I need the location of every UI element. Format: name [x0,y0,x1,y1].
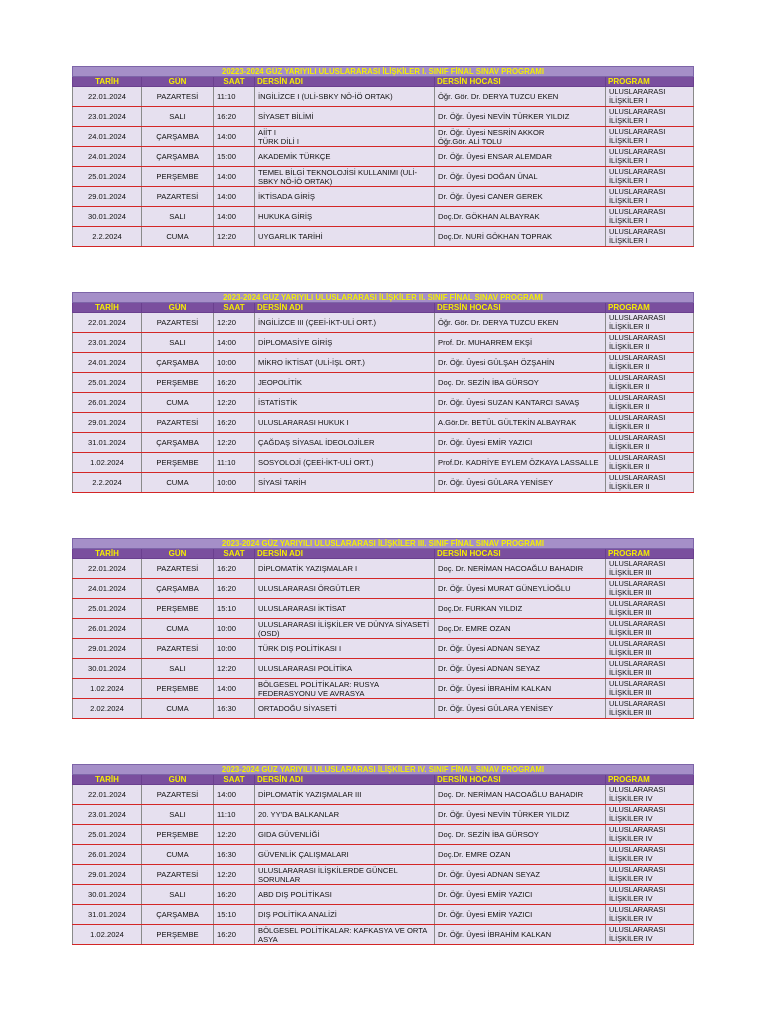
cell-instructor: Dr. Öğr. Üyesi İBRAHİM KALKAN [435,925,606,945]
cell-instructor: Doç. Dr. NERİMAN HACOAĞLU BAHADIR [435,559,606,579]
cell-course: BÖLGESEL POLİTİKALAR: KAFKASYA VE ORTA ASYA [255,925,435,945]
table-row [73,845,694,865]
cell-program: ULUSLARARASI İLİŞKİLER IV [606,925,694,945]
cell-time: 14:00 [214,127,255,147]
cell-day: PERŞEMBE [142,925,214,945]
cell-date: 2.2.2024 [73,227,142,247]
table-row [73,433,694,453]
table-row [73,639,694,659]
cell-course: GÜVENLİK ÇALIŞMALARI [255,845,435,865]
cell-day: SALI [142,333,214,353]
cell-course: BÖLGESEL POLİTİKALAR: RUSYA FEDERASYONU VE AVRASYA [255,679,435,699]
header-tarih: TARİH [73,77,142,87]
cell-program: ULUSLARARASI İLİŞKİLER IV [606,845,694,865]
cell-instructor: Dr. Öğr. Üyesi NEVİN TÜRKER YILDIZ [435,107,606,127]
cell-instructor: Doç. Dr. SEZİN İBA GÜRSOY [435,825,606,845]
cell-date: 2.02.2024 [73,699,142,719]
cell-date: 1.02.2024 [73,925,142,945]
cell-date: 22.01.2024 [73,785,142,805]
cell-time: 16:30 [214,699,255,719]
cell-program: ULUSLARARASI İLİŞKİLER III [606,559,694,579]
cell-day: PAZARTESİ [142,413,214,433]
cell-time: 14:00 [214,187,255,207]
cell-date: 23.01.2024 [73,333,142,353]
cell-date: 25.01.2024 [73,167,142,187]
cell-instructor: Dr. Öğr. Üyesi ENSAR ALEMDAR [435,147,606,167]
header-hoca: DERSİN HOCASI [435,549,606,559]
cell-course: DİPLOMATİK YAZIŞMALAR I [255,559,435,579]
cell-instructor: Dr. Öğr. Üyesi MURAT GÜNEYLİOĞLU [435,579,606,599]
table-row [73,659,694,679]
table-row [73,127,694,147]
cell-date: 30.01.2024 [73,207,142,227]
cell-day: CUMA [142,473,214,493]
table-row [73,785,694,805]
table-title: 20223-2024 GÜZ YARIYILI ULUSLARARASI İLİŞKİLER I. SINIF FİNAL SINAV PROGRAMI [73,67,694,77]
cell-day: ÇARŞAMBA [142,905,214,925]
cell-day: SALI [142,659,214,679]
cell-date: 31.01.2024 [73,433,142,453]
cell-instructor: Dr. Öğr. Üyesi GÜLARA YENİSEY [435,473,606,493]
cell-day: PAZARTESİ [142,187,214,207]
table-row [73,333,694,353]
header-saat: SAAT [214,775,255,785]
table-row [73,885,694,905]
cell-time: 12:20 [214,313,255,333]
table-row [73,393,694,413]
cell-instructor: Dr. Öğr. Üyesi ADNAN SEYAZ [435,639,606,659]
cell-program: ULUSLARARASI İLİŞKİLER I [606,107,694,127]
header-hoca: DERSİN HOCASI [435,77,606,87]
cell-instructor: Doç.Dr. GÖKHAN ALBAYRAK [435,207,606,227]
table-row [73,925,694,945]
cell-instructor: Dr. Öğr. Üyesi EMİR YAZICI [435,885,606,905]
cell-time: 10:00 [214,639,255,659]
cell-course: ULUSLARARASI İLİŞKİLER VE DÜNYA SİYASETİ (OSD) [255,619,435,639]
table-title: 2023-2024 GÜZ YARIYILI ULUSLARARASI İLİŞKİLER III. SINIF FİNAL SINAV PROGRAMI [73,539,694,549]
cell-time: 16:20 [214,559,255,579]
cell-day: ÇARŞAMBA [142,579,214,599]
cell-course: ULUSLARARASI İKTİSAT [255,599,435,619]
cell-day: PAZARTESİ [142,785,214,805]
cell-program: ULUSLARARASI İLİŞKİLER III [606,599,694,619]
cell-date: 24.01.2024 [73,127,142,147]
cell-date: 26.01.2024 [73,393,142,413]
cell-date: 29.01.2024 [73,639,142,659]
cell-time: 16:20 [214,579,255,599]
cell-time: 16:20 [214,107,255,127]
cell-time: 16:20 [214,925,255,945]
cell-course: İSTATİSTİK [255,393,435,413]
cell-day: CUMA [142,393,214,413]
cell-date: 25.01.2024 [73,825,142,845]
cell-date: 24.01.2024 [73,353,142,373]
table-row [73,473,694,493]
cell-date: 1.02.2024 [73,679,142,699]
cell-date: 1.02.2024 [73,453,142,473]
cell-instructor: Prof. Dr. MUHARREM EKŞİ [435,333,606,353]
cell-program: ULUSLARARASI İLİŞKİLER II [606,413,694,433]
cell-instructor: Öğr. Gör. Dr. DERYA TUZCU EKEN [435,313,606,333]
header-program: PROGRAM [606,303,694,313]
cell-date: 23.01.2024 [73,805,142,825]
cell-day: SALI [142,885,214,905]
cell-course: İNGİLİZCE I (ULİ-SBKY NÖ-İÖ ORTAK) [255,87,435,107]
header-tarih: TARİH [73,775,142,785]
cell-time: 14:00 [214,333,255,353]
header-hoca: DERSİN HOCASI [435,775,606,785]
cell-program: ULUSLARARASI İLİŞKİLER I [606,147,694,167]
cell-instructor: Doç. Dr. SEZİN İBA GÜRSOY [435,373,606,393]
cell-instructor: Doç.Dr. NURİ GÖKHAN TOPRAK [435,227,606,247]
cell-date: 25.01.2024 [73,373,142,393]
table-row [73,313,694,333]
cell-program: ULUSLARARASI İLİŞKİLER IV [606,785,694,805]
table-row [73,905,694,925]
cell-course: UYGARLIK TARİHİ [255,227,435,247]
cell-instructor: Doç.Dr. EMRE OZAN [435,845,606,865]
cell-instructor: Dr. Öğr. Üyesi ADNAN SEYAZ [435,865,606,885]
table-row [73,413,694,433]
table-row [73,187,694,207]
cell-day: CUMA [142,845,214,865]
cell-program: ULUSLARARASI İLİŞKİLER II [606,353,694,373]
cell-program: ULUSLARARASI İLİŞKİLER III [606,679,694,699]
table-row [73,679,694,699]
cell-time: 15:00 [214,147,255,167]
cell-date: 22.01.2024 [73,313,142,333]
cell-time: 12:20 [214,433,255,453]
cell-time: 10:00 [214,473,255,493]
cell-course: İKTİSADA GİRİŞ [255,187,435,207]
cell-date: 29.01.2024 [73,413,142,433]
cell-program: ULUSLARARASI İLİŞKİLER III [606,699,694,719]
cell-instructor: Dr. Öğr. Üyesi CANER GEREK [435,187,606,207]
cell-program: ULUSLARARASI İLİŞKİLER II [606,393,694,413]
cell-instructor: Dr. Öğr. Üyesi EMİR YAZICI [435,433,606,453]
cell-instructor: Dr. Öğr. Üyesi GÜLARA YENİSEY [435,699,606,719]
cell-time: 16:30 [214,845,255,865]
header-ders: DERSİN ADI [255,303,435,313]
cell-date: 22.01.2024 [73,87,142,107]
cell-date: 31.01.2024 [73,905,142,925]
cell-instructor: Doç.Dr. FURKAN YILDIZ [435,599,606,619]
table-row [73,825,694,845]
cell-program: ULUSLARARASI İLİŞKİLER IV [606,905,694,925]
exam-table-1 [72,66,694,247]
cell-program: ULUSLARARASI İLİŞKİLER IV [606,885,694,905]
table-row [73,619,694,639]
cell-time: 12:20 [214,659,255,679]
cell-program: ULUSLARARASI İLİŞKİLER I [606,207,694,227]
header-hoca: DERSİN HOCASI [435,303,606,313]
cell-date: 24.01.2024 [73,579,142,599]
cell-instructor: Dr. Öğr. Üyesi ADNAN SEYAZ [435,659,606,679]
cell-day: SALI [142,207,214,227]
cell-time: 16:20 [214,885,255,905]
cell-time: 11:10 [214,805,255,825]
cell-date: 23.01.2024 [73,107,142,127]
cell-program: ULUSLARARASI İLİŞKİLER IV [606,865,694,885]
cell-date: 2.2.2024 [73,473,142,493]
cell-program: ULUSLARARASI İLİŞKİLER I [606,187,694,207]
header-tarih: TARİH [73,303,142,313]
cell-instructor: Doç. Dr. NERİMAN HACOAĞLU BAHADIR [435,785,606,805]
cell-course: ÇAĞDAŞ SİYASAL İDEOLOJİLER [255,433,435,453]
cell-course: JEOPOLİTİK [255,373,435,393]
cell-course: SİYASİ TARİH [255,473,435,493]
cell-day: PAZARTESİ [142,87,214,107]
cell-time: 12:20 [214,227,255,247]
cell-date: 30.01.2024 [73,659,142,679]
cell-course: ORTADOĞU SİYASETİ [255,699,435,719]
header-ders: DERSİN ADI [255,775,435,785]
table-row [73,865,694,885]
cell-instructor: Prof.Dr. KADRİYE EYLEM ÖZKAYA LASSALLE [435,453,606,473]
cell-time: 15:10 [214,599,255,619]
cell-program: ULUSLARARASI İLİŞKİLER IV [606,825,694,845]
cell-date: 30.01.2024 [73,885,142,905]
exam-table-4 [72,764,694,945]
cell-course: TEMEL BİLGİ TEKNOLOJİSİ KULLANIMI (ULİ-SBKY NÖ-İÖ ORTAK) [255,167,435,187]
cell-day: CUMA [142,619,214,639]
cell-day: PAZARTESİ [142,639,214,659]
cell-date: 26.01.2024 [73,845,142,865]
table-title: 2023-2024 GÜZ YARIYILI ULUSLARARASI İLİŞKİLER II. SINIF FİNAL SINAV PROGRAMI [73,293,694,303]
cell-day: CUMA [142,699,214,719]
cell-time: 14:00 [214,207,255,227]
table-row [73,167,694,187]
cell-program: ULUSLARARASI İLİŞKİLER I [606,87,694,107]
cell-date: 22.01.2024 [73,559,142,579]
table-row [73,107,694,127]
cell-course: HUKUKA GİRİŞ [255,207,435,227]
cell-day: SALI [142,107,214,127]
exam-table-2 [72,292,694,493]
cell-day: PERŞEMBE [142,599,214,619]
cell-day: ÇARŞAMBA [142,353,214,373]
cell-program: ULUSLARARASI İLİŞKİLER II [606,433,694,453]
header-saat: SAAT [214,549,255,559]
table-row [73,87,694,107]
cell-instructor: Öğr. Gör. Dr. DERYA TUZCU EKEN [435,87,606,107]
cell-program: ULUSLARARASI İLİŞKİLER III [606,659,694,679]
cell-course: ULUSLARARASI ÖRGÜTLER [255,579,435,599]
cell-day: PERŞEMBE [142,679,214,699]
cell-time: 14:00 [214,785,255,805]
cell-course: GIDA GÜVENLİĞİ [255,825,435,845]
cell-instructor: Dr. Öğr. Üyesi İBRAHİM KALKAN [435,679,606,699]
cell-program: ULUSLARARASI İLİŞKİLER II [606,453,694,473]
cell-instructor: Dr. Öğr. Üyesi SUZAN KANTARCI SAVAŞ [435,393,606,413]
cell-day: PAZARTESİ [142,559,214,579]
table-title: 2023-2024 GÜZ YARIYILI ULUSLARARASI İLİŞKİLER IV. SINIF FİNAL SINAV PROGRAMI [73,765,694,775]
cell-day: PERŞEMBE [142,167,214,187]
cell-time: 15:10 [214,905,255,925]
cell-program: ULUSLARARASI İLİŞKİLER I [606,227,694,247]
cell-day: PAZARTESİ [142,865,214,885]
cell-program: ULUSLARARASI İLİŞKİLER II [606,473,694,493]
cell-instructor: Dr. Öğr. Üyesi GÜLŞAH ÖZŞAHİN [435,353,606,373]
header-saat: SAAT [214,303,255,313]
cell-course: TÜRK DIŞ POLİTİKASI I [255,639,435,659]
table-row [73,353,694,373]
cell-time: 10:00 [214,619,255,639]
cell-course: ULUSLARARASI POLİTİKA [255,659,435,679]
cell-course: İNGİLİZCE III (ÇEEİ-İKT-ULİ ORT.) [255,313,435,333]
table-row [73,699,694,719]
cell-time: 11:10 [214,87,255,107]
table-row [73,373,694,393]
cell-instructor: Dr. Öğr. Üyesi NEVİN TÜRKER YILDIZ [435,805,606,825]
cell-day: ÇARŞAMBA [142,433,214,453]
cell-program: ULUSLARARASI İLİŞKİLER I [606,127,694,147]
cell-course: 20. YY'DA BALKANLAR [255,805,435,825]
cell-day: ÇARŞAMBA [142,127,214,147]
header-program: PROGRAM [606,77,694,87]
cell-course: DİPLOMASİYE GİRİŞ [255,333,435,353]
cell-date: 26.01.2024 [73,619,142,639]
cell-date: 24.01.2024 [73,147,142,167]
cell-instructor: Doç.Dr. EMRE OZAN [435,619,606,639]
cell-instructor: Dr. Öğr. Üyesi NESRİN AKKOR Öğr.Gör. ALİ TOLU [435,127,606,147]
cell-program: ULUSLARARASI İLİŞKİLER IV [606,805,694,825]
cell-date: 29.01.2024 [73,187,142,207]
cell-time: 12:20 [214,393,255,413]
cell-program: ULUSLARARASI İLİŞKİLER III [606,579,694,599]
cell-course: ULUSLARARASI İLİŞKİLERDE GÜNCEL SORUNLAR [255,865,435,885]
table-row [73,207,694,227]
table-row [73,599,694,619]
cell-instructor: A.Gör.Dr. BETÜL GÜLTEKİN ALBAYRAK [435,413,606,433]
header-gun: GÜN [142,549,214,559]
cell-course: DIŞ POLİTİKA ANALİZİ [255,905,435,925]
header-gun: GÜN [142,775,214,785]
table-row [73,805,694,825]
cell-day: PERŞEMBE [142,825,214,845]
cell-program: ULUSLARARASI İLİŞKİLER II [606,313,694,333]
cell-day: PERŞEMBE [142,373,214,393]
cell-day: SALI [142,805,214,825]
cell-day: CUMA [142,227,214,247]
cell-course: AİİT I TÜRK DİLİ I [255,127,435,147]
cell-time: 10:00 [214,353,255,373]
cell-instructor: Dr. Öğr. Üyesi DOĞAN ÜNAL [435,167,606,187]
header-ders: DERSİN ADI [255,77,435,87]
cell-day: ÇARŞAMBA [142,147,214,167]
exam-table-3 [72,538,694,719]
cell-time: 12:20 [214,825,255,845]
header-tarih: TARİH [73,549,142,559]
cell-instructor: Dr. Öğr. Üyesi EMİR YAZICI [435,905,606,925]
table-row [73,227,694,247]
cell-date: 25.01.2024 [73,599,142,619]
cell-program: ULUSLARARASI İLİŞKİLER I [606,167,694,187]
cell-program: ULUSLARARASI İLİŞKİLER III [606,619,694,639]
table-row [73,559,694,579]
header-program: PROGRAM [606,775,694,785]
cell-time: 16:20 [214,413,255,433]
table-row [73,453,694,473]
cell-day: PERŞEMBE [142,453,214,473]
table-row [73,579,694,599]
table-row [73,147,694,167]
cell-program: ULUSLARARASI İLİŞKİLER II [606,373,694,393]
cell-course: DİPLOMATİK YAZIŞMALAR III [255,785,435,805]
header-gun: GÜN [142,303,214,313]
cell-course: SİYASET BİLİMİ [255,107,435,127]
cell-time: 12:20 [214,865,255,885]
cell-course: MİKRO İKTİSAT (ULİ-İŞL ORT.) [255,353,435,373]
cell-course: AKADEMİK TÜRKÇE [255,147,435,167]
cell-day: PAZARTESİ [142,313,214,333]
header-gun: GÜN [142,77,214,87]
cell-time: 16:20 [214,373,255,393]
header-ders: DERSİN ADI [255,549,435,559]
cell-course: ULUSLARARASI HUKUK I [255,413,435,433]
cell-time: 14:00 [214,679,255,699]
header-saat: SAAT [214,77,255,87]
cell-time: 14:00 [214,167,255,187]
cell-date: 29.01.2024 [73,865,142,885]
cell-course: SOSYOLOJİ (ÇEEİ-İKT-ULİ ORT.) [255,453,435,473]
header-program: PROGRAM [606,549,694,559]
cell-program: ULUSLARARASI İLİŞKİLER II [606,333,694,353]
cell-course: ABD DIŞ POLİTİKASI [255,885,435,905]
cell-time: 11:10 [214,453,255,473]
cell-program: ULUSLARARASI İLİŞKİLER III [606,639,694,659]
